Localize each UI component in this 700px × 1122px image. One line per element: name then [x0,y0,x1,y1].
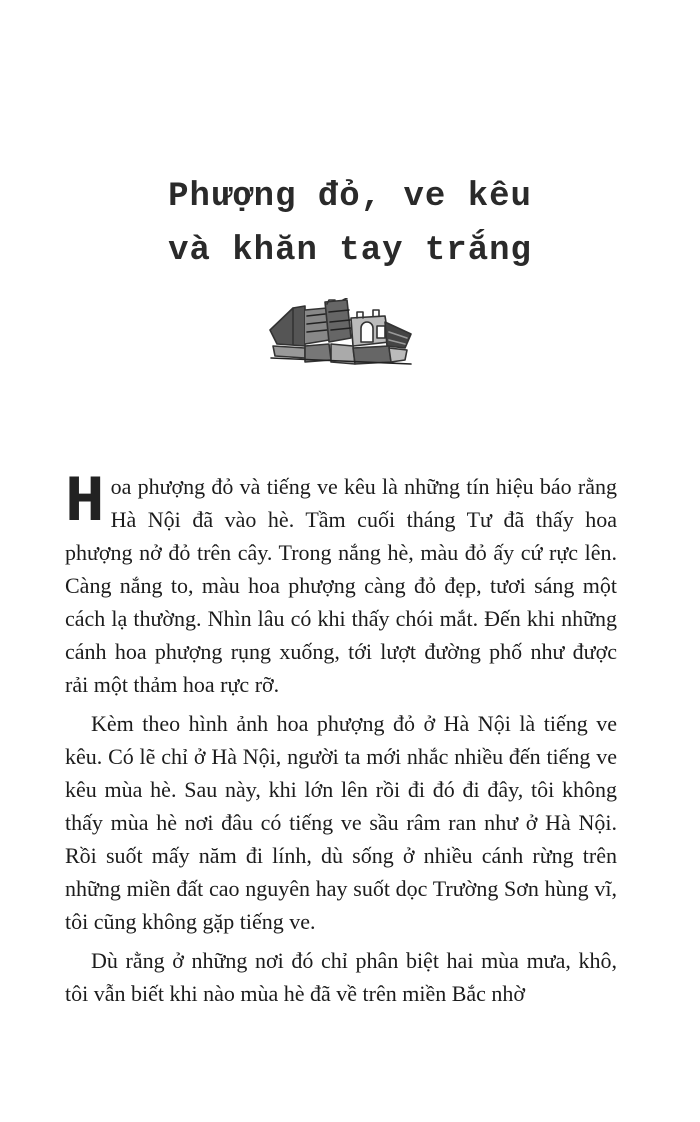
paragraph-1 [65,465,617,701]
drop-cap: H [65,465,105,540]
old-houses-sketch-icon [265,298,415,370]
body-text [65,465,617,1016]
chapter-title-line-2: và khăn tay trắng [168,232,532,270]
paragraph-1-text: oa phượng đỏ và tiếng ve kêu là những tín hiệu báo rằng Hà Nội đã vào hè. Tầm cuối tháng Tư đã thấy hoa phượng nở đỏ trên cây. Trong nắng hè, màu đỏ ấy cứ rực lên. Càng nắng to, màu hoa phượng càng đỏ đẹp, tươi sáng một cách lạ thường. Nhìn lâu có khi thấy chói mắt. Đến khi những cánh hoa phượng rụng xuống, tới lượt đường phố như được rải một thảm hoa rực rỡ. [65,474,617,697]
chapter-title [0,170,700,278]
paragraph-2: Kèm theo hình ảnh hoa phượng đỏ ở Hà Nội là tiếng ve kêu. Có lẽ chỉ ở Hà Nội, người ta mới nhắc nhiều đến tiếng ve kêu mùa hè. Sau này, khi lớn lên rồi đi đó đi đây, tôi không thấy mùa hè nơi đâu có tiếng ve sầu râm ran như ở Hà Nội. Rồi suốt mấy năm đi lính, dù sống ở nhiều cánh rừng trên những miền đất cao nguyên hay suốt dọc Trường Sơn hùng vĩ, tôi cũng không gặp tiếng ve. [65,711,617,934]
chapter-title-line-1: Phượng đỏ, ve kêu [168,178,532,216]
paragraph-3: Dù rằng ở những nơi đó chỉ phân biệt hai mùa mưa, khô, tôi vẫn biết khi nào mùa hè đã về trên miền Bắc nhờ [65,948,617,1006]
